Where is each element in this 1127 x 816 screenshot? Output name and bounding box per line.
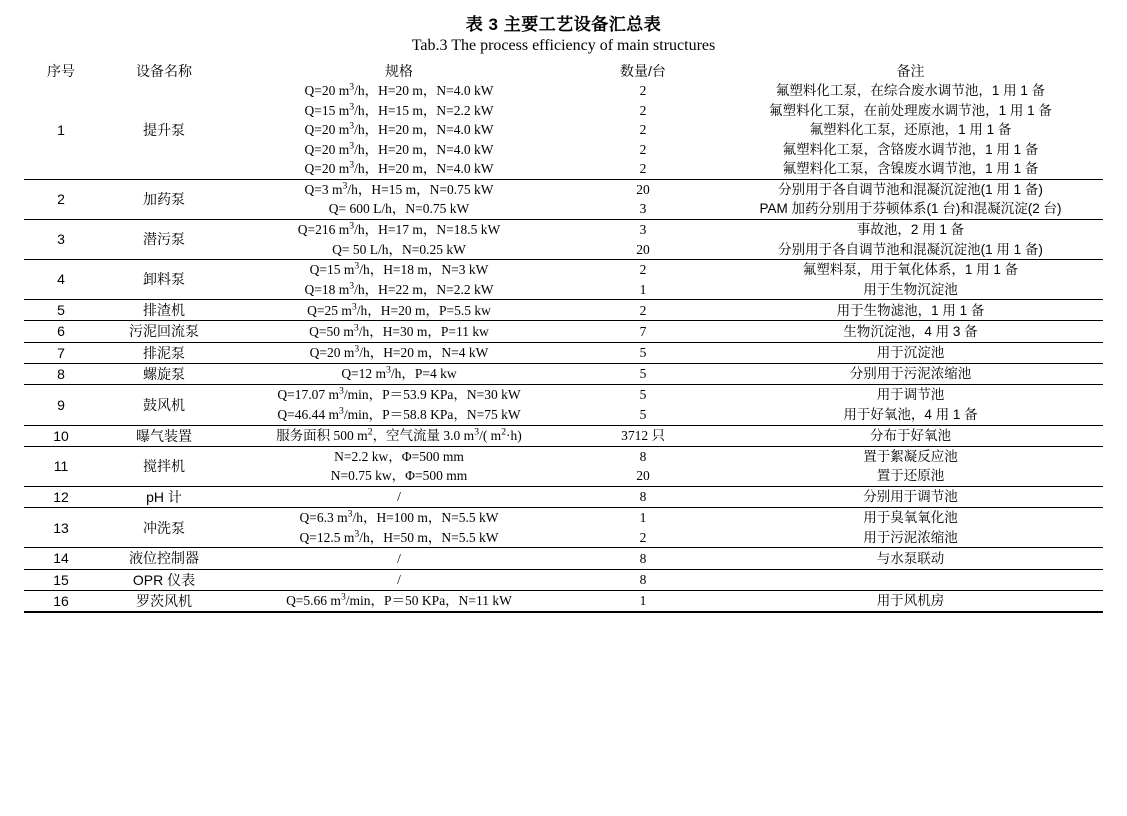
equipment-name: 卸料泵: [98, 260, 230, 300]
equipment-spec: Q=20 $m^3/h$，H=20 m，N=4.0 kW: [230, 159, 568, 179]
equipment-spec: /: [230, 486, 568, 507]
row-no: 6: [24, 321, 98, 342]
equipment-qty: 8: [568, 569, 718, 590]
equipment-summary-table: [24, 61, 1103, 613]
table-row: [24, 364, 1103, 385]
equipment-remark: 氟塑料化工泵，含铬废水调节池，1 用 1 备: [782, 141, 1039, 157]
table-row: [24, 219, 1103, 239]
row-no: 8: [24, 364, 98, 385]
table-row: [24, 508, 1103, 528]
equipment-name: 潜污泵: [98, 219, 230, 259]
row-no: 16: [24, 590, 98, 612]
equipment-qty: 2: [639, 83, 647, 98]
table-row: [24, 446, 1103, 466]
equipment-name: OPR 仪表: [98, 569, 230, 590]
equipment-remark: 与水泵联动: [718, 548, 1103, 569]
equipment-remark: 用于调节池: [876, 387, 945, 403]
equipment-remark: 事故池，2 用 1 备: [856, 221, 965, 237]
equipment-qty: 20: [568, 466, 718, 486]
equipment-name: 提升泵: [98, 81, 230, 179]
equipment-remark: PAM 加药分别用于芬顿体系(1 台)和混凝沉淀(2 台): [718, 199, 1103, 219]
equipment-remark: 氟塑料化工泵，还原池，1 用 1 备: [809, 122, 1012, 138]
row-no: 15: [24, 569, 98, 590]
row-no: 13: [24, 508, 98, 548]
column-header-no: 序号: [47, 63, 75, 79]
table-row: [24, 179, 1103, 199]
equipment-qty: 2: [639, 102, 647, 118]
equipment-spec: Q=25 $m^3/h$，H=20 m，P=5.5 kw: [230, 300, 568, 321]
equipment-remark: 用于好氧池，4 用 1 备: [718, 405, 1103, 425]
row-no: 11: [24, 446, 98, 486]
equipment-spec: Q=15 $m^3/h$，H=15 m，N=2.2 kW: [304, 101, 494, 118]
row-no: 10: [24, 425, 98, 446]
column-header-qty: 数量/台: [620, 63, 666, 79]
equipment-qty: 2: [568, 159, 718, 179]
table-row: [24, 425, 1103, 446]
column-header-spec: 规格: [385, 63, 413, 79]
equipment-name: 罗茨风机: [98, 590, 230, 612]
equipment-qty: 8: [568, 548, 718, 569]
row-no: 4: [24, 260, 98, 300]
equipment-remark: 氟塑料化工泵，含镍废水调节池，1 用 1 备: [718, 159, 1103, 179]
equipment-qty: 5: [568, 364, 718, 385]
equipment-qty: 2: [639, 141, 647, 157]
equipment-spec: Q=50 $m^3/h$，H=30 m，P=11 kw: [230, 321, 568, 342]
equipment-qty: 8: [568, 486, 718, 507]
equipment-spec: /: [230, 569, 568, 590]
equipment-remark: 分别用于各自调节池和混凝沉淀池(1 用 1 备): [718, 240, 1103, 260]
column-header-name: 设备名称: [136, 63, 192, 79]
equipment-remark: 置于絮凝反应池: [863, 448, 958, 464]
equipment-spec: Q=12 $m^3/h$，P=4 kw: [230, 364, 568, 385]
equipment-name: 排渣机: [98, 300, 230, 321]
table-title-english: Tab.3 The process efficiency of main structures: [411, 37, 716, 54]
equipment-spec: Q=20 $m^3/h$，H=20 m，N=4.0 kW: [304, 81, 494, 98]
equipment-remark: 用于风机房: [718, 590, 1103, 612]
equipment-qty: 3: [568, 199, 718, 219]
equipment-remark: 分别用于调节池: [718, 486, 1103, 507]
table-row: [24, 548, 1103, 569]
equipment-qty: 1: [568, 590, 718, 612]
equipment-qty: 2: [568, 300, 718, 321]
table-row: [24, 260, 1103, 280]
equipment-name: 液位控制器: [98, 548, 230, 569]
equipment-name: pH 计: [98, 486, 230, 507]
equipment-spec: Q=5.66 $m^3/\min$，P＝50 KPa，N=11 kW: [230, 590, 568, 612]
equipment-remark: 用于污泥浓缩池: [718, 528, 1103, 548]
equipment-spec: Q=216 $m^3/h$，H=17 m，N=18.5 kW: [297, 220, 501, 237]
equipment-name: 曝气装置: [98, 425, 230, 446]
equipment-qty: 3: [639, 221, 647, 237]
equipment-name: 搅拌机: [98, 446, 230, 486]
equipment-spec: N=2.2 kw，Φ=500 mm: [334, 448, 464, 464]
equipment-spec: Q=15 $m^3/h$，H=18 m，N=3 kW: [309, 260, 489, 278]
table-row: [24, 300, 1103, 321]
row-no: 2: [24, 179, 98, 219]
equipment-qty: 1: [568, 280, 718, 300]
equipment-spec: Q= 600 L/h，N=0.75 kW: [230, 199, 568, 219]
table-row: [24, 81, 1103, 101]
equipment-remark: 用于臭氧氧化池: [863, 510, 958, 526]
equipment-qty: 3712 只: [568, 425, 718, 446]
table-row: [24, 590, 1103, 612]
row-no: 7: [24, 342, 98, 363]
equipment-qty: 1: [639, 510, 647, 526]
equipment-name: 螺旋泵: [98, 364, 230, 385]
column-header-remark: 备注: [896, 63, 925, 79]
equipment-spec: /: [230, 548, 568, 569]
equipment-qty: 5: [568, 342, 718, 363]
equipment-qty: 2: [639, 262, 647, 278]
row-no: 12: [24, 486, 98, 507]
equipment-remark: 氟塑料泵，用于氧化体系，1 用 1 备: [802, 262, 1019, 278]
equipment-spec: Q=20 $m^3/h$，H=20 m，N=4.0 kW: [304, 140, 494, 157]
row-no: 14: [24, 548, 98, 569]
equipment-qty: 5: [639, 387, 647, 403]
equipment-qty: 2: [639, 122, 647, 138]
row-no: 5: [24, 300, 98, 321]
equipment-name: 冲洗泵: [98, 508, 230, 548]
equipment-spec: Q=12.5 $m^3/h$，H=50 m，N=5.5 kW: [230, 528, 568, 548]
equipment-qty: 20: [636, 181, 650, 197]
equipment-remark: 置于还原池: [718, 466, 1103, 486]
table-row: [24, 321, 1103, 342]
equipment-qty: 2: [568, 528, 718, 548]
table-row: [24, 342, 1103, 363]
equipment-spec: Q=3 $m^3/h$，H=15 m，N=0.75 kW: [304, 180, 494, 197]
equipment-spec: Q=20 $m^3/h$，H=20 m，N=4.0 kW: [304, 120, 494, 138]
equipment-spec: Q=17.07 $m^3/\min$，P＝53.9 KPa，N=30 kW: [277, 385, 521, 403]
equipment-spec: Q=18 $m^3/h$，H=22 m，N=2.2 kW: [230, 280, 568, 300]
equipment-spec: N=0.75 kw，Φ=500 mm: [230, 466, 568, 486]
equipment-name: 污泥回流泵: [98, 321, 230, 342]
equipment-remark: 分布于好氧池: [718, 425, 1103, 446]
equipment-qty: 20: [568, 240, 718, 260]
equipment-remark: 氟塑料化工泵，在综合废水调节池，1 用 1 备: [775, 83, 1046, 98]
table-row: [24, 569, 1103, 590]
equipment-spec: Q=6.3 $m^3/h$，H=100 m，N=5.5 kW: [299, 508, 499, 526]
equipment-name: 鼓风机: [98, 385, 230, 425]
equipment-remark: 氟塑料化工泵，在前处理废水调节池，1 用 1 备: [769, 102, 1052, 118]
equipment-qty: 8: [639, 448, 647, 464]
equipment-spec: Q=20 $m^3/h$，H=20 m，N=4 kW: [230, 342, 568, 363]
table-body: [24, 81, 1103, 612]
row-no: 1: [24, 81, 98, 179]
equipment-remark: [718, 569, 1103, 590]
row-no: 3: [24, 219, 98, 259]
equipment-qty: 7: [568, 321, 718, 342]
equipment-name: 加药泵: [98, 179, 230, 219]
equipment-remark: 用于沉淀池: [718, 342, 1103, 363]
table-title-chinese: 表 3 主要工艺设备汇总表: [465, 15, 662, 34]
table-header-row: [24, 61, 1103, 81]
equipment-qty: 5: [568, 405, 718, 425]
equipment-remark: 用于生物沉淀池: [718, 280, 1103, 300]
equipment-spec: Q= 50 L/h，N=0.25 kW: [230, 240, 568, 260]
equipment-spec: 服务面积 500 $m^2$，空气流量 3.0 $m^3/$( $m^2\cdot h$): [230, 425, 568, 446]
row-no: 9: [24, 385, 98, 425]
table-row: [24, 486, 1103, 507]
equipment-name: 排泥泵: [98, 342, 230, 363]
equipment-remark: 生物沉淀池，4 用 3 备: [718, 321, 1103, 342]
equipment-spec: Q=46.44 $m^3/\min$，P＝58.8 KPa，N=75 kW: [230, 405, 568, 425]
equipment-remark: 用于生物滤池，1 用 1 备: [718, 300, 1103, 321]
equipment-remark: 分别用于各自调节池和混凝沉淀池(1 用 1 备): [778, 181, 1043, 197]
table-row: [24, 385, 1103, 405]
equipment-remark: 分别用于污泥浓缩池: [718, 364, 1103, 385]
